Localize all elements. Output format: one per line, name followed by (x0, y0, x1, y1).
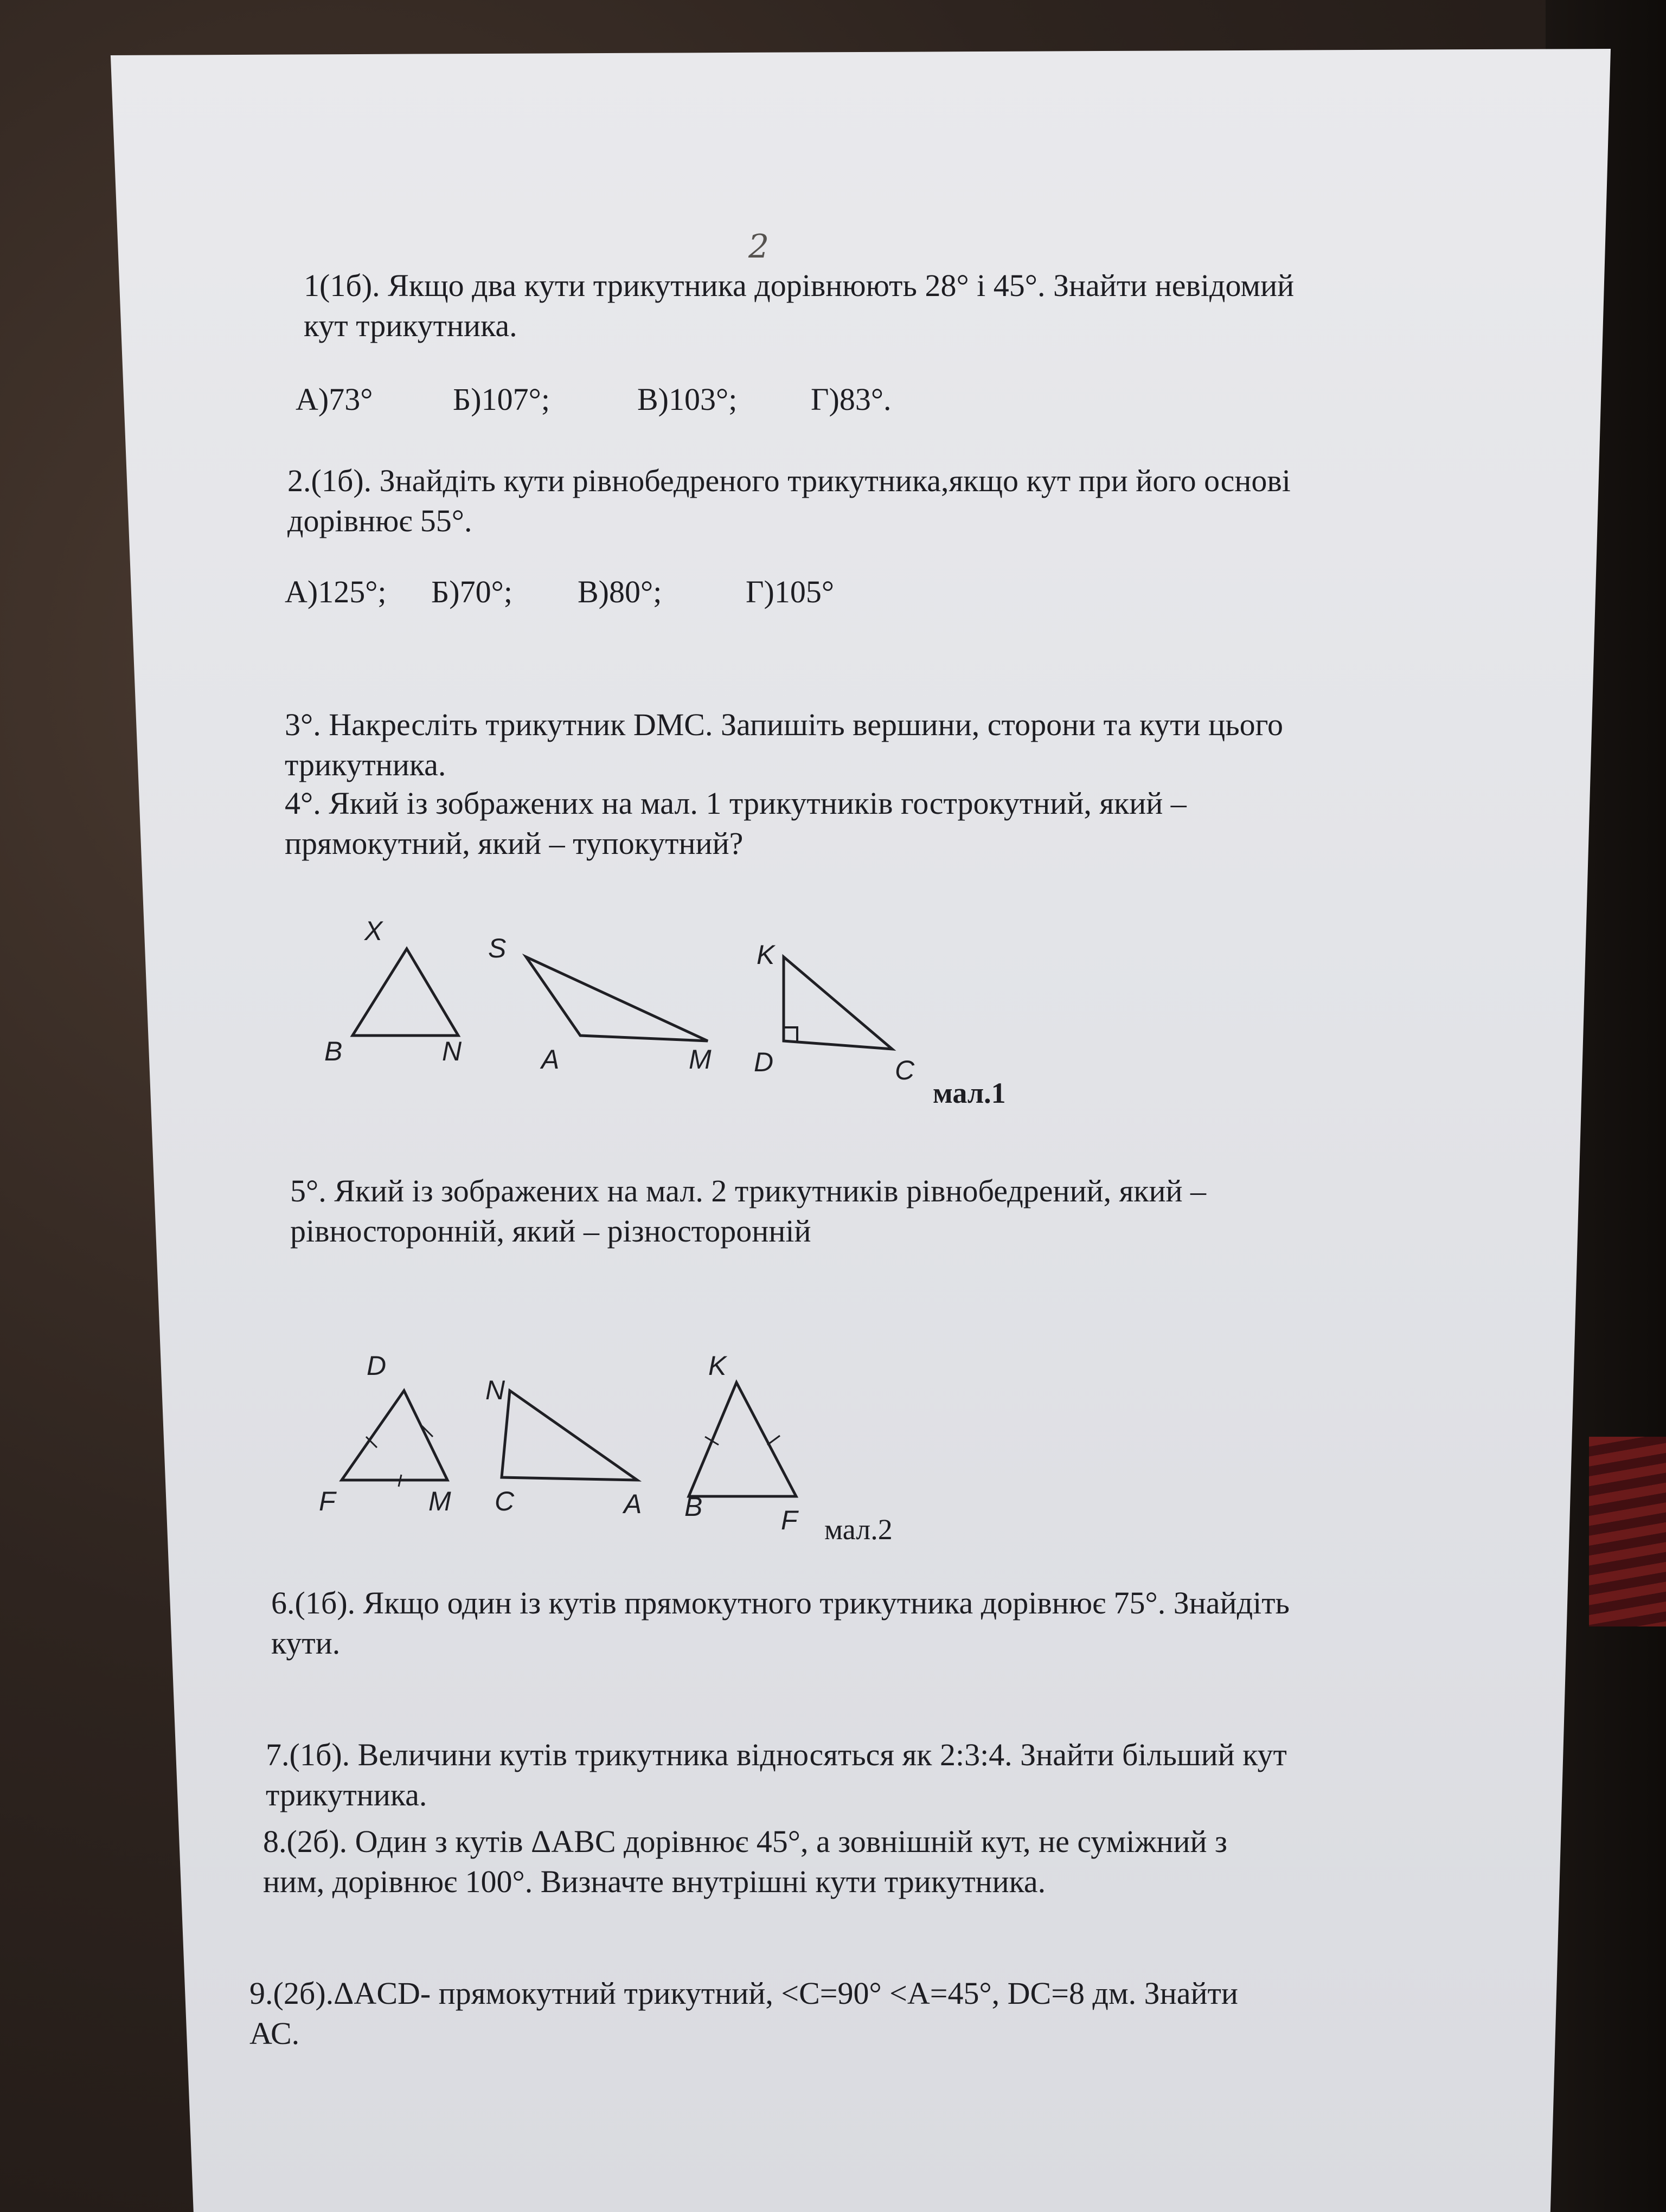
right-angle-mark (784, 1027, 797, 1041)
question-1-options (296, 380, 946, 423)
q1-option-c: В)103°; (637, 382, 738, 417)
figure-2-drawing (325, 1366, 868, 1502)
question-2: 2.(1б). Знайдіть кути рівнобедреного трикутника,якщо кут при його основі дорівнює 55°. (287, 463, 1291, 538)
vertex-label: N (485, 1375, 505, 1405)
vertex-label: D (367, 1351, 387, 1381)
q2-option-b: Б)70°; (431, 574, 512, 609)
vertex-label: C (895, 1055, 915, 1085)
vertex-label: A (541, 1044, 560, 1075)
vertex-label: S (488, 933, 507, 963)
question-9: 9.(2б).ΔACD- прямокутний трикутний, <С=90° <А=45°, DC=8 дм. Знайти АС. (249, 1976, 1238, 2051)
figure-2-caption: мал.2 (824, 1513, 893, 1546)
vertex-label: N (442, 1036, 462, 1066)
question-5: 5°. Який із зображених на мал. 2 трикутників рівнобедрений, який – рівносторонній, який – різносторонній (290, 1173, 1207, 1249)
vertex-label: D (754, 1047, 774, 1077)
vertex-label: B (684, 1491, 703, 1522)
red-cloth (1589, 1437, 1666, 1626)
triangle-kbf (689, 1382, 796, 1496)
question-6: 6.(1б). Якщо один із кутів прямокутного трикутника дорівнює 75°. Знайдіть кути. (271, 1585, 1290, 1661)
vertex-label: B (324, 1036, 343, 1066)
vertex-label: M (428, 1486, 451, 1516)
q2-option-c: В)80°; (578, 574, 662, 609)
triangle-sam (526, 957, 708, 1041)
vertex-label: X (364, 916, 383, 946)
q2-option-d: Г)105° (746, 574, 835, 609)
handwritten-mark: 2 (748, 228, 770, 266)
q1-option-b: Б)107°; (453, 382, 550, 417)
vertex-label: M (689, 1044, 712, 1075)
question-1: 1(1б). Якщо два кути трикутника дорівнюють 28° і 45°. Знайти невідомий кут трикутника. (304, 268, 1295, 343)
figure-1-caption: мал.1 (933, 1077, 1006, 1109)
triangle-xbn (353, 949, 458, 1036)
triangle-nca (502, 1391, 637, 1480)
vertex-label: K (708, 1351, 727, 1381)
question-4: 4°. Який із зображених на мал. 1 трикутників гострокутний, який – прямокутний, який – тупокутний? (285, 786, 1187, 861)
question-2-options (285, 572, 935, 615)
question-3: 3°. Накресліть трикутник DMC. Запишіть вершини, сторони та кути цього трикутника. (285, 707, 1284, 782)
q2-option-a: А)125°; (285, 574, 387, 609)
triangle-kdc (784, 957, 892, 1049)
vertex-label: F (319, 1486, 336, 1516)
q1-option-d: Г)83°. (811, 382, 892, 417)
question-7: 7.(1б). Величини кутів трикутника відносяться як 2:3:4. Знайти більший кут трикутника. (266, 1737, 1287, 1812)
figure-1-drawing (325, 933, 976, 1068)
q1-option-a: А)73° (296, 382, 373, 417)
vertex-label: C (495, 1486, 515, 1516)
vertex-label: F (781, 1505, 798, 1535)
question-8: 8.(2б). Один з кутів ΔАВС дорівнює 45°, а зовнішній кут, не суміжний з ним, дорівнює 100°. Визначте внутрішні кути трикутника. (263, 1824, 1227, 1899)
vertex-label: K (757, 940, 775, 970)
vertex-label: A (624, 1489, 642, 1519)
